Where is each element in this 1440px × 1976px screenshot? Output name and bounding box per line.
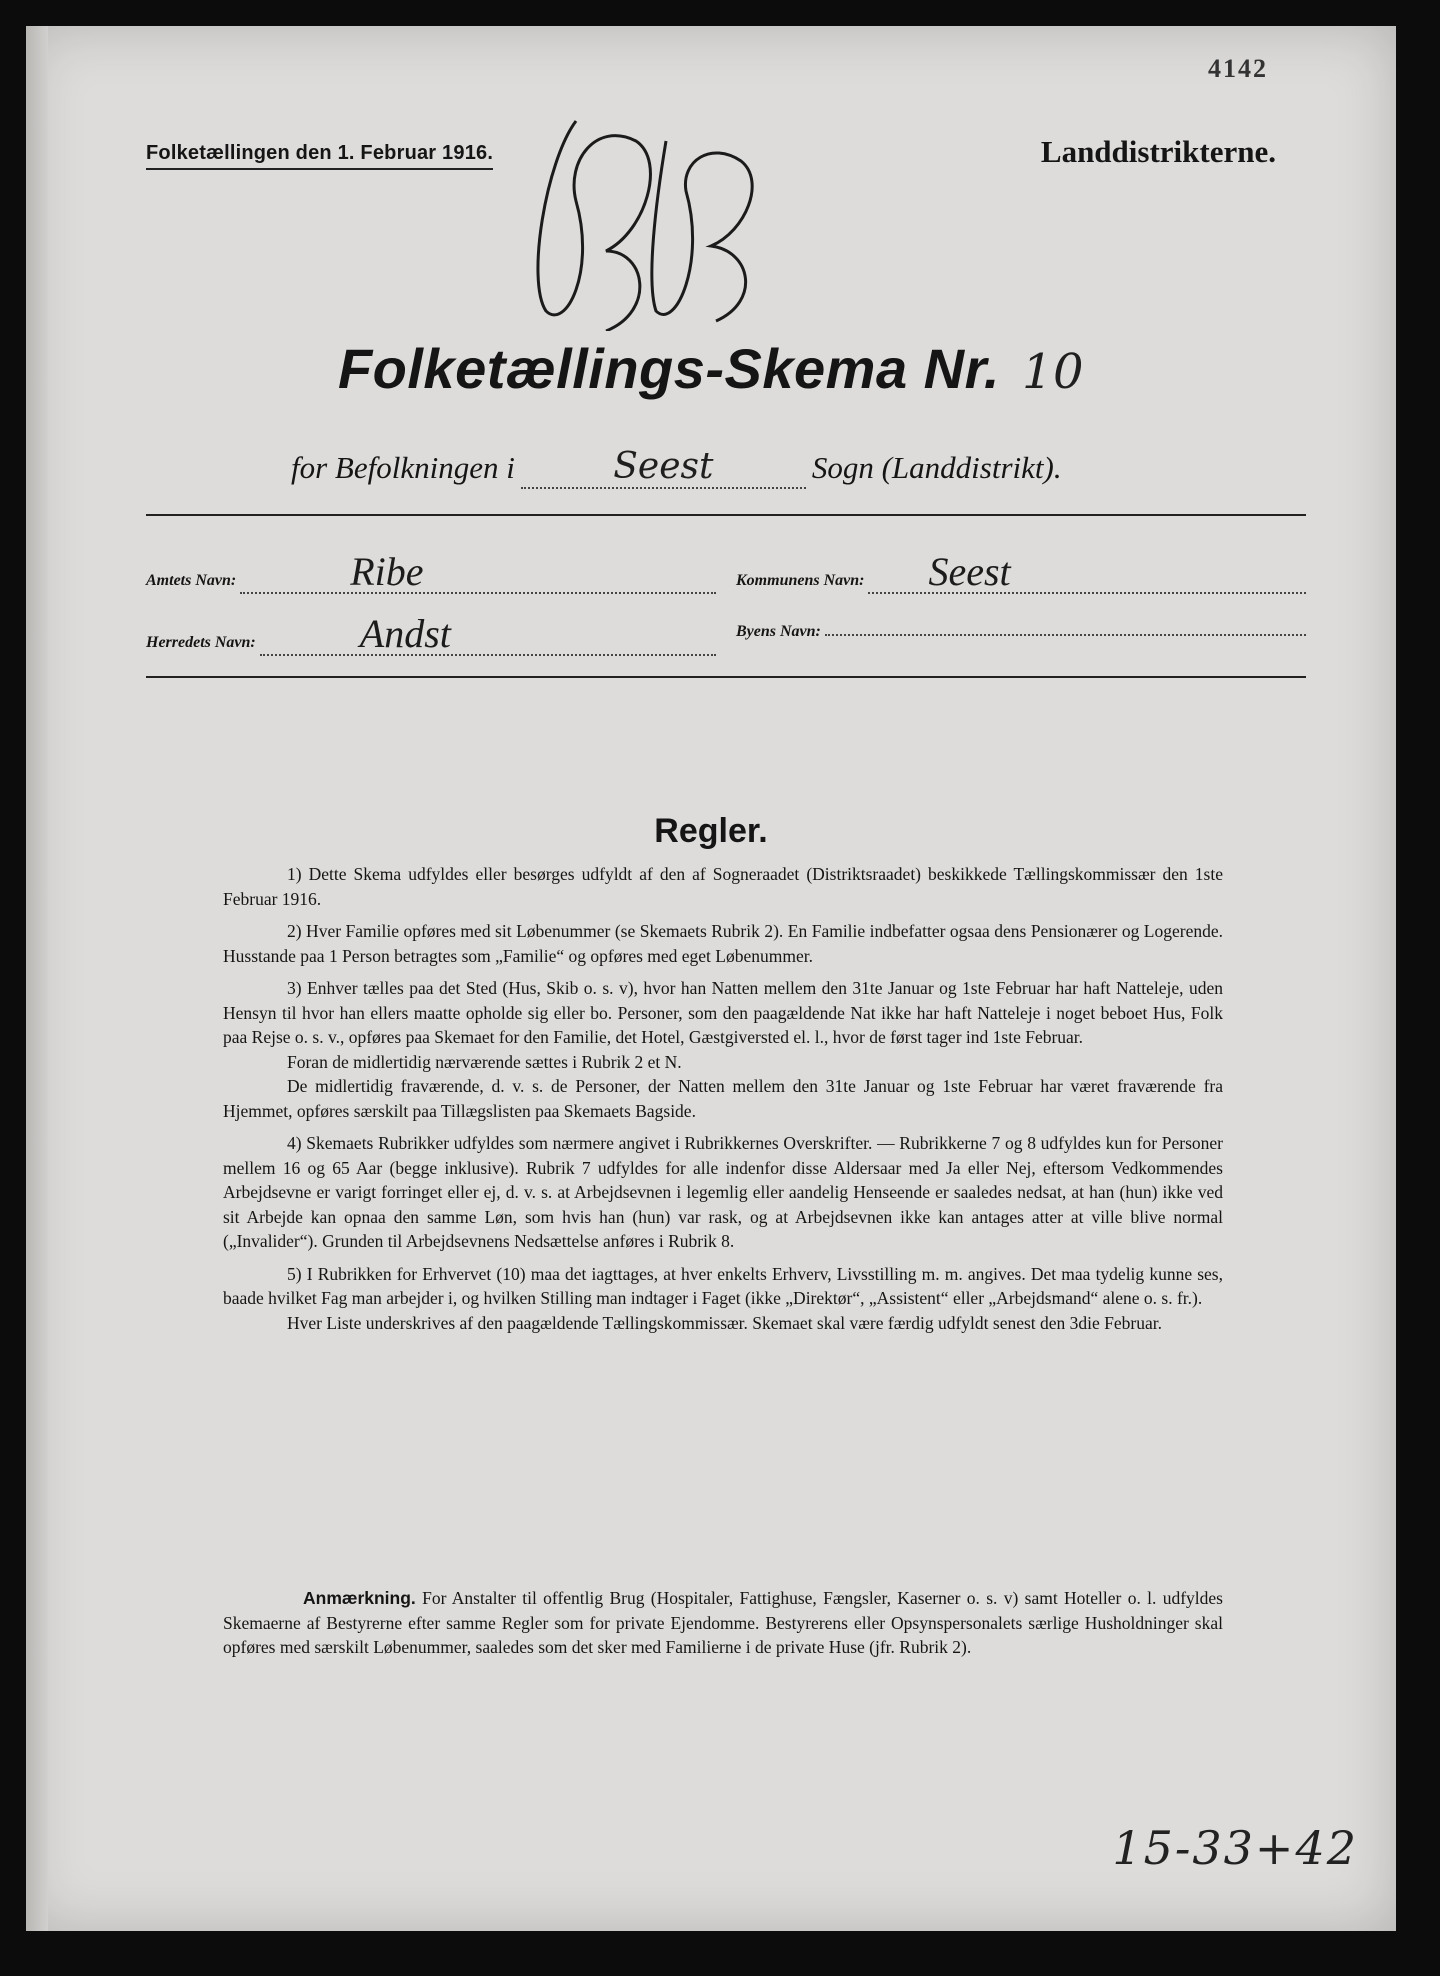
amt-field [146, 549, 716, 594]
herred-field [146, 611, 716, 656]
rules-heading: Regler. [654, 812, 768, 850]
population-suffix: Sogn (Landdistrikt). [811, 450, 1062, 485]
kommune-field [736, 549, 1306, 594]
handwritten-initials-signature [506, 81, 816, 331]
rule-5: 5) I Rubrikken for Erhvervet (10) maa det iagttages, at hver enkelts Erhverv, Livsstilling m. m. angives. Det maa tydelig kunne ses, baade hvilket Fag man arbejder i, og hvilken Stilling man indtager i Faget (ikke „Direktør“, „Assistent“ eller „Arbejdsmand“ alene o. s. fr.). [223, 1263, 1223, 1308]
rule-4: 4) Skemaets Rubrikker udfyldes som nærmere angivet i Rubrikkernes Overskrifter. — Rubrikkerne 7 og 8 udfyldes kun for Personer mellem 16 og 65 Aar (begge inklusive). Rubrik 7 udfyldes for alle indenfor disse Aldersaar med Ja eller Nej, eftersom Vedkommendes Arbejdsevne er varigt forringet eller ej, d. v. s. at Arbejdsevnen i legemlig eller aandelig Henseende er saaledes nedsat, at han (hun) ikke ved sit Arbejde kan opnaa den samme Løn, som hvis han (hun) var rask, og at Arbejdsevnen ikke kan antages atter at ville blive normal („Invalider“). Grunden til Arbejdsevnens Nedsættelse anføres i Rubrik 8. [223, 1133, 1223, 1251]
form-title-text: Folketællings-Skema Nr. [337, 337, 1000, 400]
census-date-header: Folketællingen den 1. Februar 1916. [146, 142, 493, 170]
census-form-sheet [26, 26, 1396, 1931]
amt-value: Ribe [350, 549, 424, 594]
population-line [291, 446, 1062, 489]
kommune-label: Kommunens Navn: [736, 572, 865, 589]
herred-value: Andst [359, 611, 451, 656]
divider-bottom [146, 676, 1306, 678]
herred-label: Herredets Navn: [146, 634, 256, 651]
paper-edge [26, 26, 48, 1931]
kommune-value: Seest [928, 549, 1011, 594]
remark-label: Anmærkning. [303, 1588, 416, 1608]
rule-3-absent: De midlertidig fraværende, d. v. s. de Personer, der Natten mellem den 31te Januar og 1ste Februar har været fraværende fra Hjemmet, opføres særskilt paa Tillægslisten paa Skemaets Bagside. [223, 1076, 1223, 1121]
by-field [736, 614, 1306, 641]
rule-1: 1) Dette Skema udfyldes eller besørges udfyldt af den af Sogneraadet (Distriktsraadet) beskikkede Tællingskommissær den 1ste Februar 1916. [223, 864, 1223, 909]
district-type-header: Landdistrikterne. [1040, 134, 1276, 169]
rule-2: 2) Hver Familie opføres med sit Løbenummer (se Skemaets Rubrik 2). En Familie indbefatter ogsaa dens Pensionærer og Logerende. Husstande paa 1 Person betragtes som „Familie“ og opføres med eget Løbenummer. [223, 921, 1223, 966]
by-line [825, 614, 1306, 636]
handwritten-corner-note: 15-33+42 [1112, 1821, 1358, 1875]
archive-number: 4142 [1208, 54, 1268, 83]
rule-3-present: Foran de midlertidig nærværende sættes i Rubrik 2 et N. [287, 1051, 682, 1072]
herred-line [260, 611, 716, 656]
remark-paragraph [223, 1586, 1223, 1660]
rule-3: 3) Enhver tælles paa det Sted (Hus, Skib o. s. v), hvor han Natten mellem den 31te Januar og 1ste Februar har haft Natteleje, uden Hensyn til hvor han ellers maatte opholde sig eller bo. Personer, som den paagældende Nat ikke har haft Natteleje i noget beboet Hus, Folk paa Rejse o. s. v., opføres paa Skemaet for den Familie, det Hotel, Gæstgiversted el. l., hvor de først tager ind 1ste Februar. [223, 978, 1223, 1047]
remark-text: For Anstalter til offentlig Brug (Hospitaler, Fattighuse, Fængsler, Kaserner o. s. v) samt Hoteller o. l. udfyldes Skemaerne af Bestyrerne efter samme Regler som for private Ejendomme. Bestyrerens eller Opsynspersonalets særlige Husholdninger skal opføres med særskilt Løbenummer, saaledes som det sker med Familierne i de private Huse (jfr. Rubrik 2). [223, 1588, 1223, 1657]
kommune-line [868, 549, 1306, 594]
by-label: Byens Navn: [736, 623, 821, 640]
population-prefix: for Befolkningen i [291, 450, 515, 485]
divider-top [146, 514, 1306, 516]
form-title [26, 336, 1396, 401]
amt-label: Amtets Navn: [146, 572, 237, 589]
form-number: 10 [1021, 344, 1085, 400]
rule-5-signature: Hver Liste underskrives af den paagældende Tællingskommissær. Skemaet skal være færdig udfyldt senest den 3die Februar. [287, 1312, 1162, 1333]
rules-body [223, 862, 1223, 1343]
parish-value: Seest [613, 446, 714, 487]
amt-line [240, 549, 716, 594]
parish-field [521, 446, 806, 489]
